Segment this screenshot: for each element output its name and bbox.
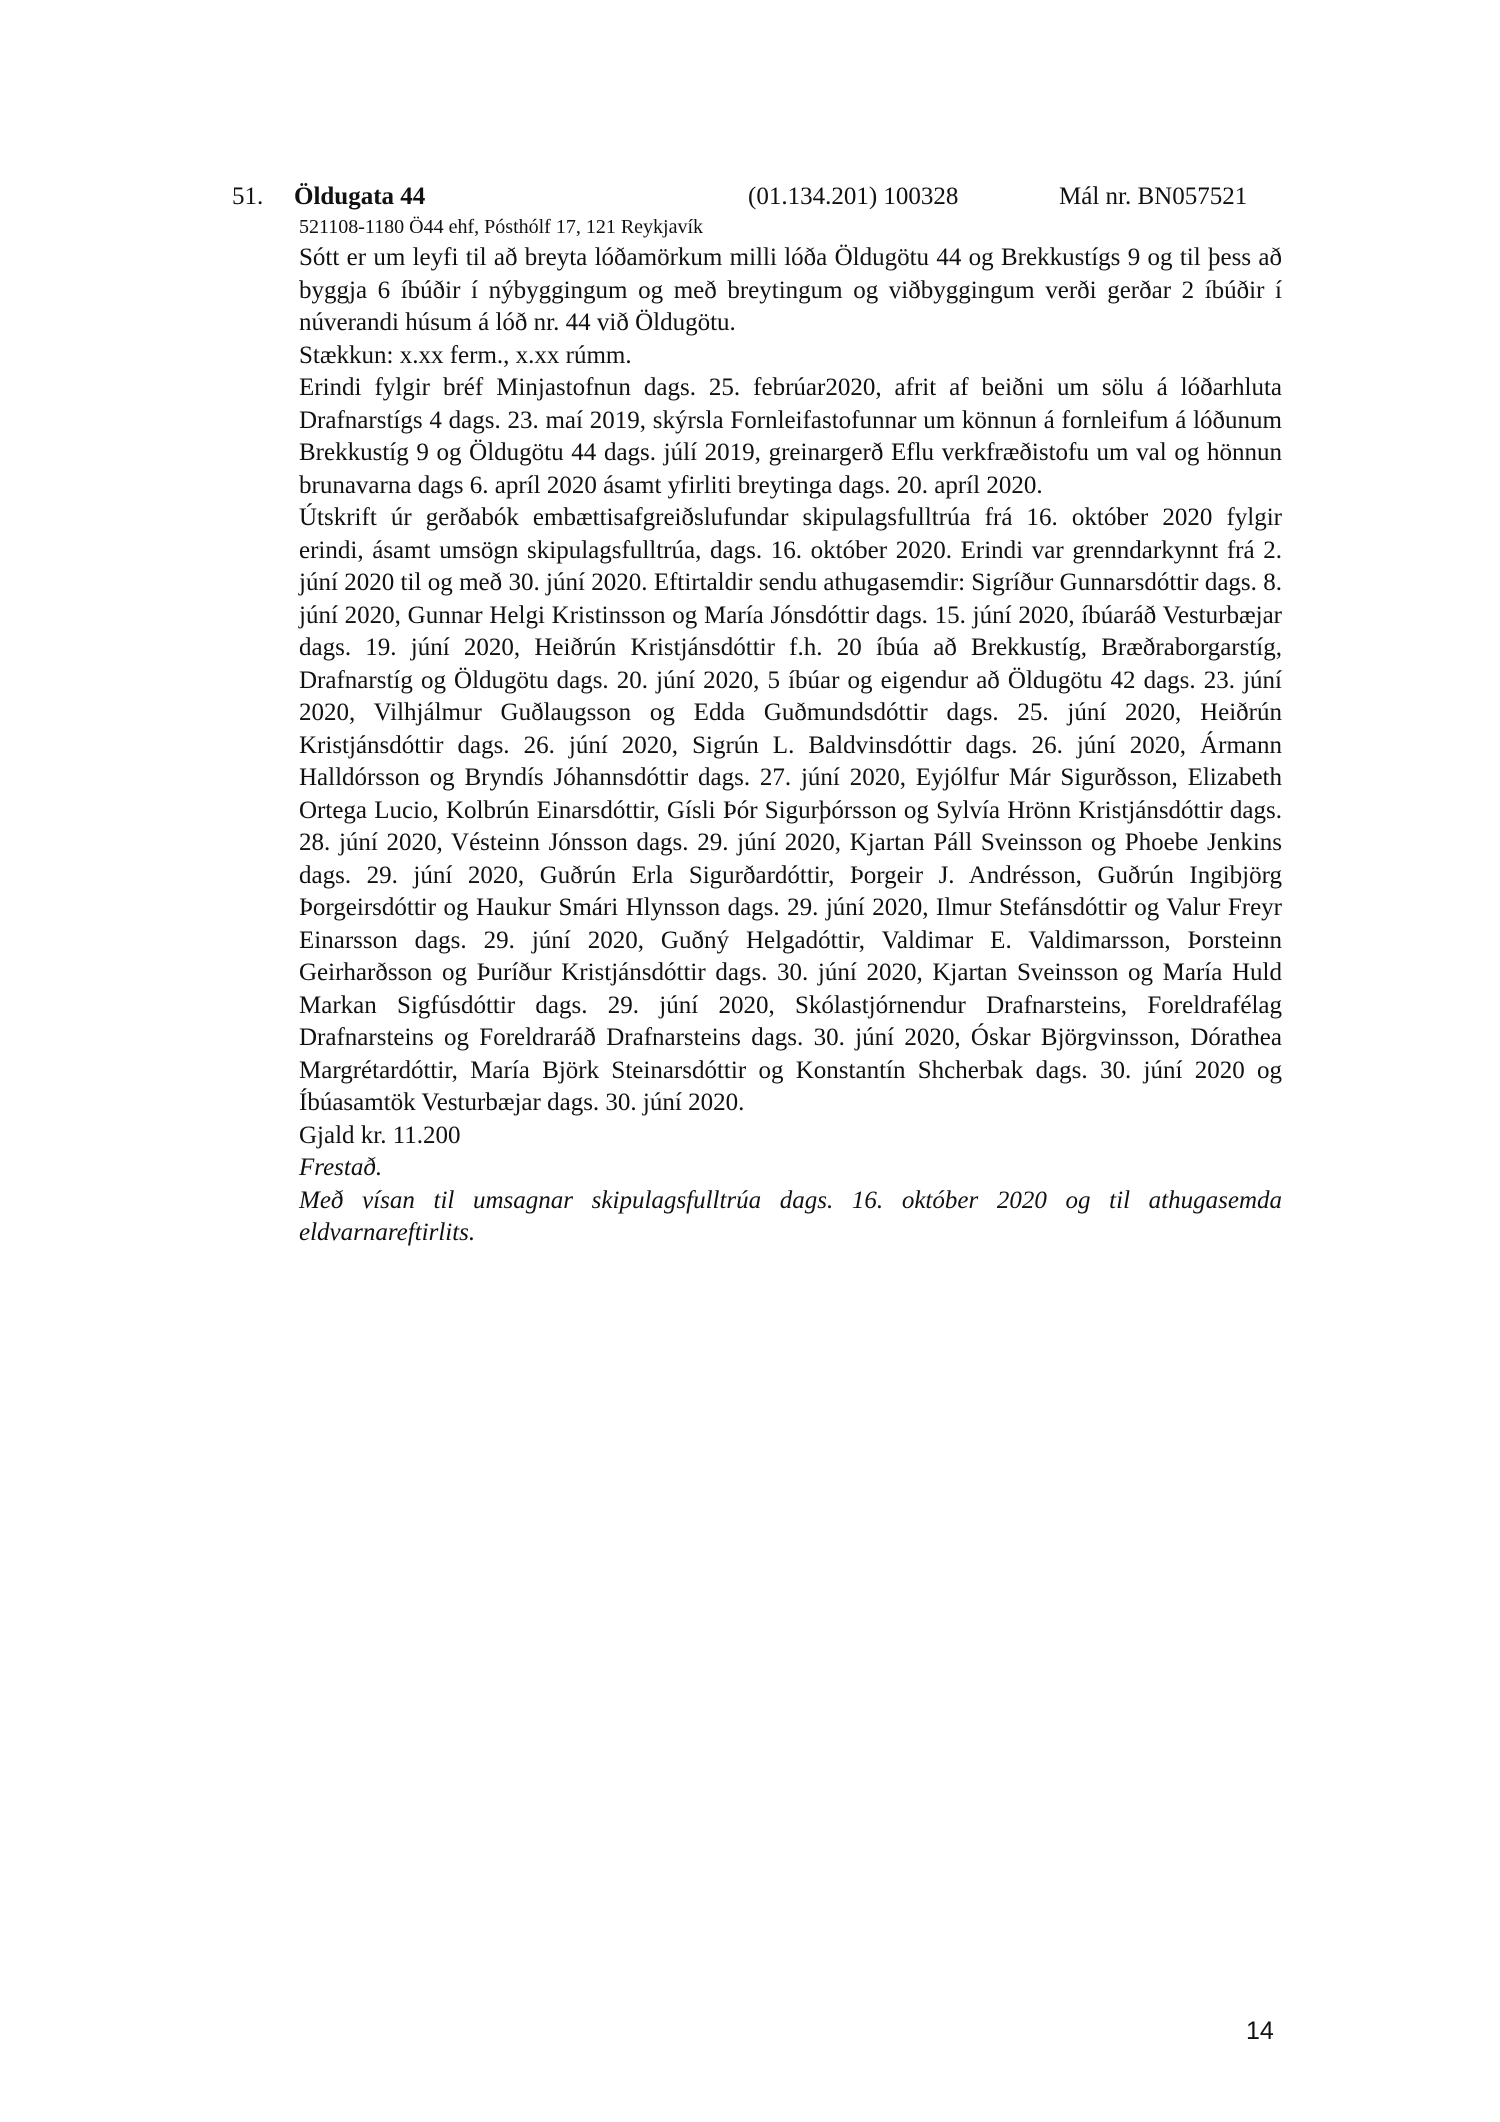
page-number: 14 (1246, 2017, 1274, 2045)
decision-line: Frestað. (299, 1154, 383, 1181)
attachments-paragraph: Erindi fylgir bréf Minjastofnun dags. 25. febrúar2020, afrit af beiðni um sölu á lóðarhluta Drafnarstígs 4 dags. 23. maí 2019, skýrsla Fornleifastofunnar um könnun á fornleifum á lóðunum Brekkustíg 9 og Öldugötu 44 dags. júlí 2019, greinargerð Eflu verkfræðistofu um val og hönnun brunavarna dags 6. apríl 2020 ásamt yfirliti breytinga dags. 20. apríl 2020. (299, 374, 1282, 499)
decision-note: Með vísan til umsagnar skipulagsfulltrúa dags. 16. október 2020 og til athugasemda eldvarnareftirlits. (299, 1186, 1282, 1246)
application-paragraph: Sótt er um leyfi til að breyta lóðamörkum milli lóða Öldugötu 44 og Brekkustígs 9 og til þess að byggja 6 íbúðir í nýbyggingum og með breytingum og viðbyggingum verði gerðar 2 íbúðir í núverandi húsum á lóð nr. 44 við Öldugötu. (299, 244, 1282, 336)
enlargement-line: Stækkun: x.xx ferm., x.xx rúmm. (299, 341, 632, 369)
item-header (232, 180, 1282, 214)
applicant-line: 521108-1180 Ö44 ehf, Pósthólf 17, 121 Reykjavík (299, 216, 704, 238)
item-number: 51. (232, 183, 264, 210)
case-number: Mál nr. BN057521 (1059, 183, 1248, 210)
fee-line: Gjald kr. 11.200 (299, 1121, 461, 1149)
property-code: (01.134.201) 100328 (748, 183, 959, 210)
item-body (299, 242, 1282, 1250)
comments-paragraph: Útskrift úr gerðabók embættisafgreiðslufundar skipulagsfulltrúa frá 16. október 2020 fylgir erindi, ásamt umsögn skipulagsfulltrúa, dags. 16. október 2020. Erindi var grenndarkynnt frá 2. júní 2020 til og með 30. júní 2020. Eftirtaldir sendu athugasemdir: Sigríður Gunnarsdóttir dags. 8. júní 2020, Gunnar Helgi Kristinsson og María Jónsdóttir dags. 15. júní 2020, íbúaráð Vesturbæjar dags. 19. júní 2020, Heiðrún Kristjánsdóttir f.h. 20 íbúa að Brekkustíg, Bræðraborgarstíg, Drafnarstíg og Öldugötu dags. 20. júní 2020, 5 íbúar og eigendur að Öldugötu 42 dags. 23. júní 2020, Vilhjálmur Guðlaugsson og Edda Guðmundsdóttir dags. 25. júní 2020, Heiðrún Kristjánsdóttir dags. 26. júní 2020, Sigrún L. Baldvinsdóttir dags. 26. júní 2020, Ármann Halldórsson og Bryndís Jóhannsdóttir dags. 27. júní 2020, Eyjólfur Már Sigurðsson, Elizabeth Ortega Lucio, Kolbrún Einarsdóttir, Gísli Þór Sigurþórsson og Sylvía Hrönn Kristjánsdóttir dags. 28. júní 2020, Vésteinn Jónsson dags. 29. júní 2020, Kjartan Páll Sveinsson og Phoebe Jenkins dags. 29. júní 2020, Guðrún Erla Sigurðardóttir, Þorgeir J. Andrésson, Guðrún Ingibjörg Þorgeirsdóttir og Haukur Smári Hlynsson dags. 29. júní 2020, Ilmur Stefánsdóttir og Valur Freyr Einarsson dags. 29. júní 2020, Guðný Helgadóttir, Valdimar E. Valdimarsson, Þorsteinn Geirharðsson og Þuríður Kristjánsdóttir dags. 30. júní 2020, Kjartan Sveinsson og María Huld Markan Sigfúsdóttir dags. 29. júní 2020, Skólastjórnendur Drafnarsteins, Foreldrafélag Drafnarsteins og Foreldraráð Drafnarsteins dags. 30. júní 2020, Óskar Björgvinsson, Dórathea Margrétardóttir, María Björk Steinarsdóttir og Konstantín Shcherbak dags. 30. júní 2020 og Íbúasamtök Vesturbæjar dags. 30. júní 2020. (299, 504, 1282, 1116)
item-title: Öldugata 44 (294, 183, 426, 210)
